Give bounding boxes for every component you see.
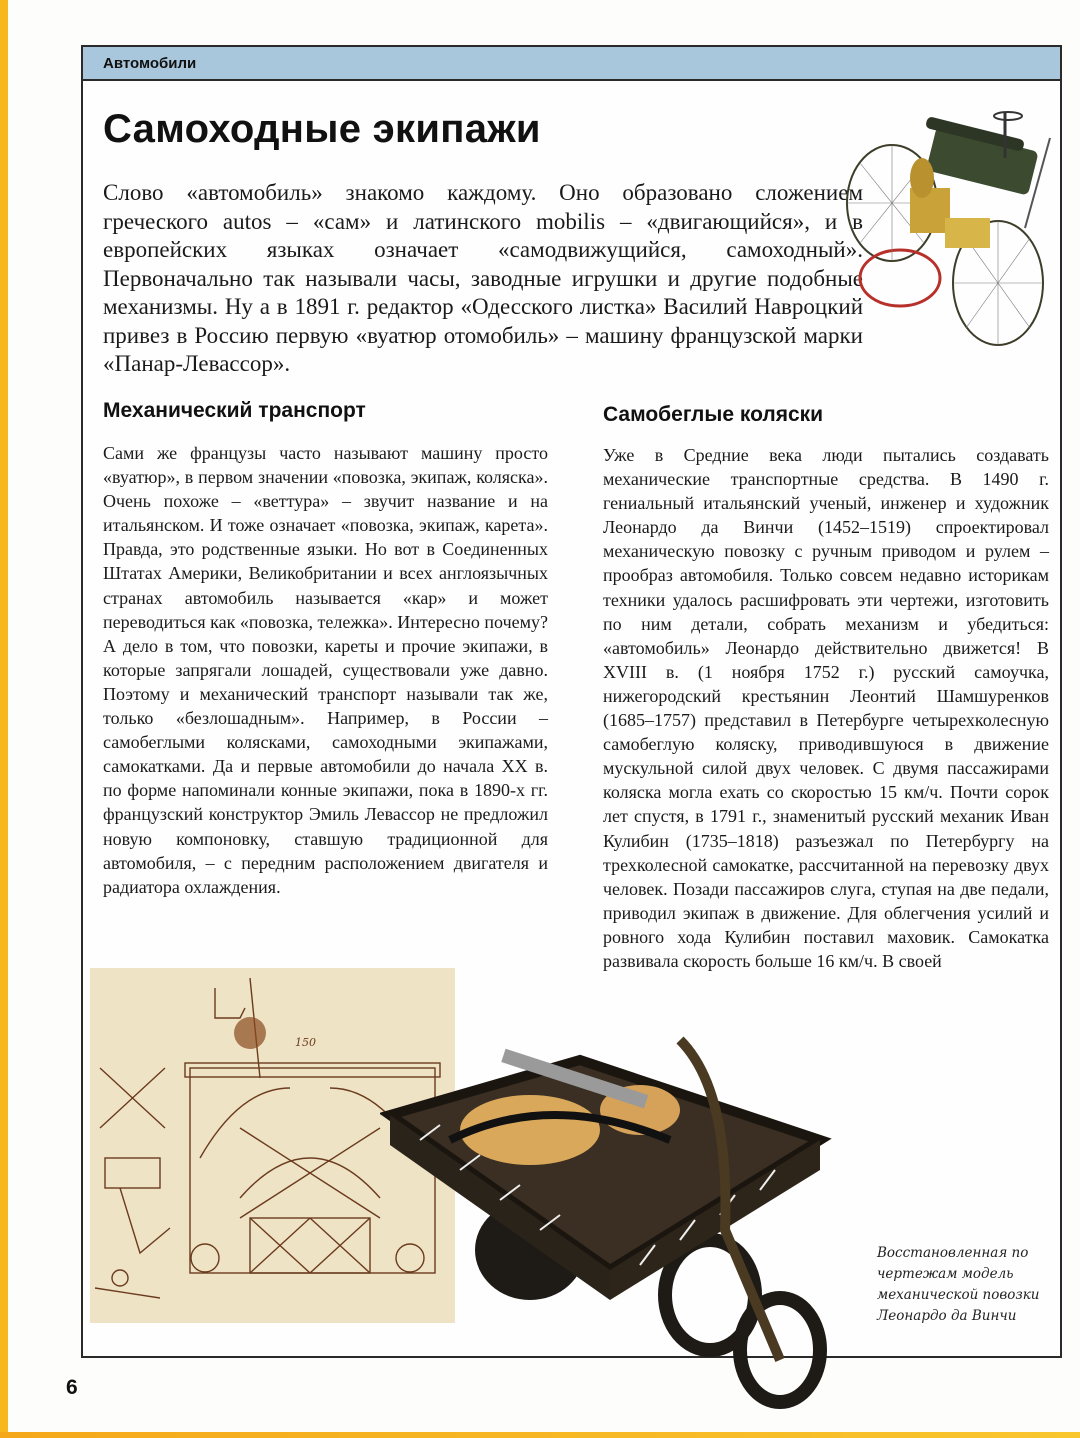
page-title: Самоходные экипажи	[103, 107, 541, 151]
section-heading-self-running-carriages: Самобеглые коляски	[603, 403, 824, 426]
section-text-mechanical-transport: Сами же французы часто называют машину просто «вуатюр», в первом значении «повозка, экипаж, коляска». Очень похоже – «веттура» – звучит название и на итальянском. И тоже означает «повозка, экипаж, карета». Правда, это родственные языки. Но вот в Соединенных Штатах Америки, Великобритании и всех англоязычных странах автомобиль называется «кар» и может переводиться как «повозка, тележка». Интересно почему? А дело в том, что повозки, кареты и прочие экипажи, в которые запрягали лошадей, существовали уже давно. Поэтому и механический транспорт называли так же, только «безлошадным». Например, в России – самобеглыми колясками, самоходными экипажами, самокатками. Да и первые автомобили до начала XX в. по форме напоминали конные экипажи, пока в 1890-х гг. французский конструктор Эмиль Левассор не предложил новую компоновку, ставшую традиционной для автомобиля, – с передним расположением двигателя и радиатора охлаждения.	[103, 443, 548, 897]
benz-motorwagen-image	[840, 108, 1060, 348]
page-edge-bottom	[0, 1432, 1080, 1438]
section-heading-mechanical-transport: Механический транспорт	[103, 399, 366, 422]
sketch-label: 150	[295, 1036, 316, 1049]
intro-paragraph: Слово «автомобиль» знакомо каждому. Оно образовано сложением греческого autos – «сам» и латинского mobilis – «двигающийся», и в европейских языках означает «самодвижущийся, самоходный». Первоначально так называли часы, заводные игрушки и другие подобные механизмы. Ну а в 1891 г. редактор «Одесского листка» Василий Навроцкий привез в Россию первую «вуатюр отомобиль» – машину французской марки «Панар-Левассор».	[103, 180, 863, 376]
section-label: Автомобили	[103, 55, 197, 72]
image-caption: Восстановленная по чертежам модель механической повозки Леонардо да Винчи	[877, 1245, 1040, 1324]
leonardo-cart-model-image	[380, 1030, 860, 1410]
section-bar	[83, 47, 1060, 81]
page-edge-left	[0, 0, 8, 1438]
section-text-self-running-carriages: Уже в Средние века люди пытались создавать механические транспортные средства. В 1490 г. гениальный итальянский ученый, инженер и художник Леонардо да Винчи (1452–1519) спроектировал механическую повозку с ручным приводом и рулем – прообраз автомобиля. Только совсем недавно историкам техники удалось расшифровать эти чертежи, изготовить по ним детали, собрать механизм и убедиться: «автомобиль» Леонардо действительно движется! В XVIII в. (1 ноября 1752 г.) русский самоучка, нижегородский крестьянин Леонтий Шамшуренков (1685–1757) представил в Петербурге четырехколесную самобеглую коляску, приводившуюся в движение мускульной силой двух человек. С двумя пассажирами коляска могла ехать со скоростью 15 км/ч. Почти сорок лет спустя, в 1791 г., знаменитый русский механик Иван Кулибин (1735–1818) разъезжал по Петербургу на трехколесной самокатке, рассчитанной на перевозку двух человек. Позади пассажиров слуга, ступая на две педали, приводил экипаж в движение. Для облегчения усилий и ровного хода Кулибин поставил маховик. Самокатка развивала скорость больше 16 км/ч. В своей	[603, 445, 1049, 971]
page-number: 6	[66, 1376, 78, 1399]
